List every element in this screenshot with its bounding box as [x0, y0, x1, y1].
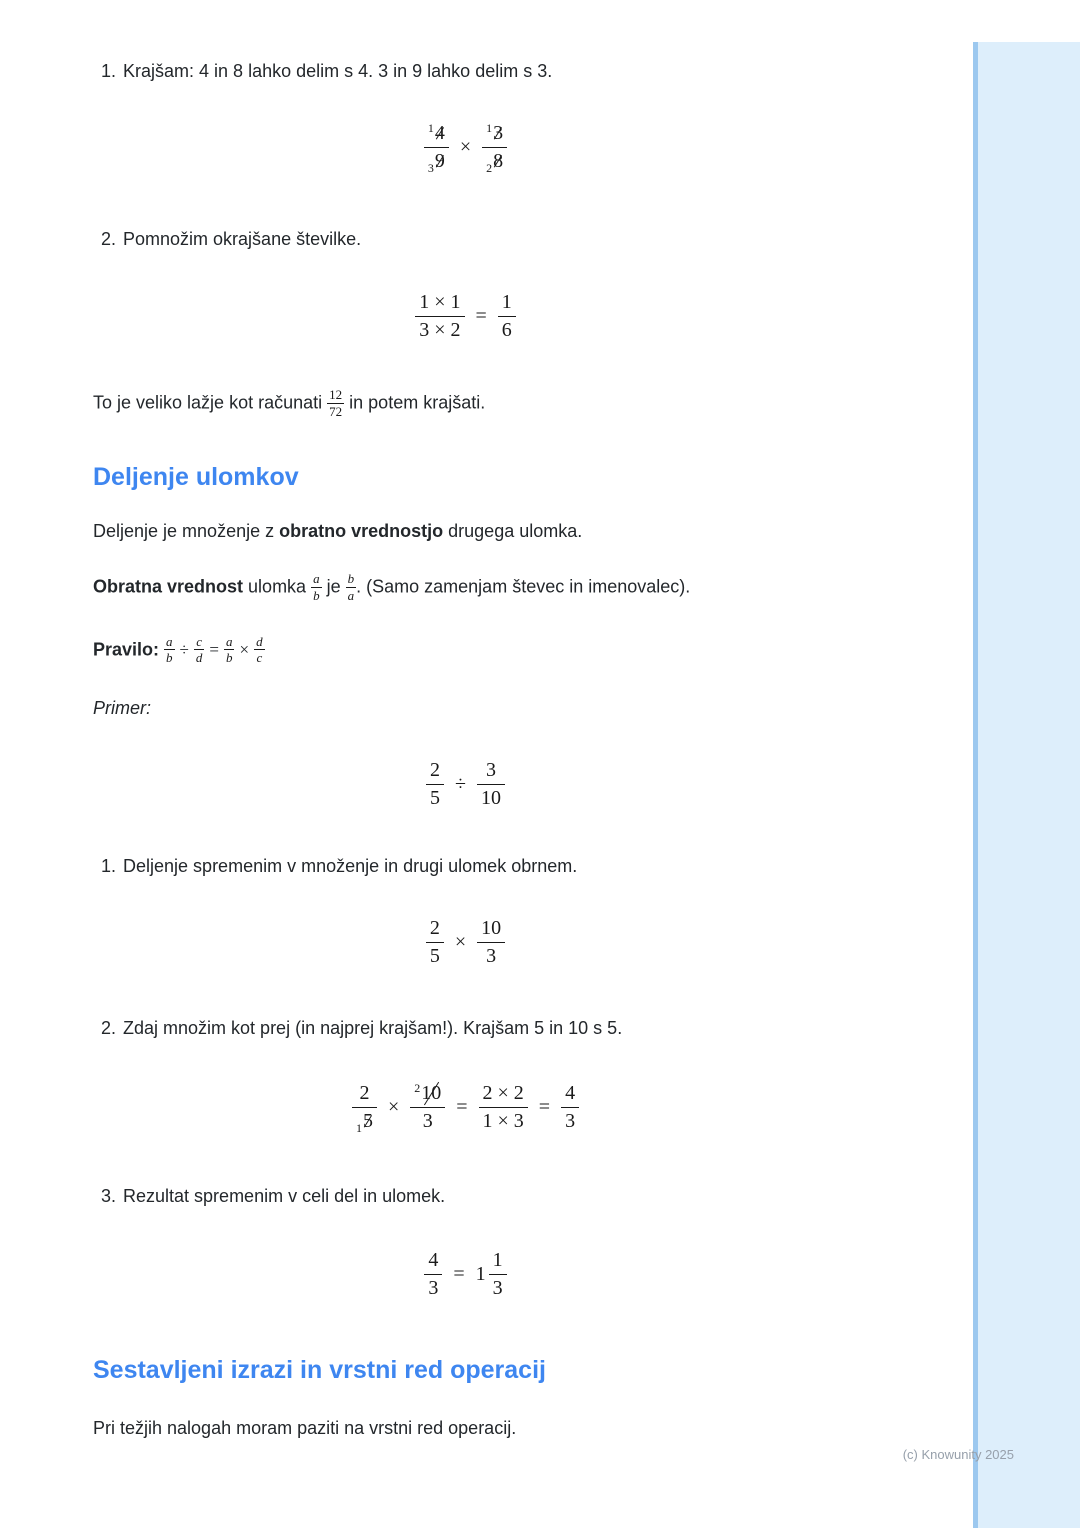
fraction-numerator — [410, 1082, 445, 1107]
text: drugega ulomka. — [448, 521, 583, 542]
fraction-denominator: 6 — [498, 316, 516, 342]
list-item-text: Krajšam: 4 in 8 lahko delim s 4. 3 in 9 lahko delim s 3. — [123, 61, 553, 81]
paragraph — [93, 518, 838, 544]
fraction-denominator: d — [195, 650, 203, 666]
cancel-replacement-digit: 1 — [355, 1121, 362, 1136]
cancelled-number: 5 — [362, 1110, 373, 1133]
multiply-operator: × — [459, 135, 472, 158]
divide-operator: ÷ — [179, 640, 189, 660]
list-item-text: Pomnožim okrajšane številke. — [123, 229, 362, 249]
fraction-numerator: b — [347, 571, 355, 587]
fraction-numerator: 1 — [501, 290, 512, 313]
fraction-numerator: 1 × 1 — [419, 290, 461, 313]
fraction-denominator: c — [254, 649, 265, 665]
fraction-numerator: 4 — [565, 1082, 576, 1105]
inline-fraction — [327, 388, 344, 418]
fraction — [561, 1082, 579, 1133]
inline-fraction — [346, 572, 357, 602]
fraction-numerator: a — [225, 633, 233, 649]
inline-fraction — [254, 635, 265, 665]
formula-division — [93, 757, 838, 813]
primer-label: Primer: — [93, 697, 151, 718]
inline-fraction — [311, 572, 322, 602]
fraction — [482, 122, 507, 173]
fraction-numerator: 4 — [428, 1249, 439, 1272]
list-item-number: 2. — [101, 229, 117, 249]
list-item-number: 3. — [101, 1185, 117, 1206]
list-item-number: 1. — [101, 61, 117, 81]
fraction-numerator — [482, 122, 507, 147]
formula-flip-multiply — [93, 915, 838, 971]
equals-sign: = — [453, 1263, 465, 1286]
formula-cancel-multiply — [93, 110, 838, 184]
fraction-numerator: 3 — [485, 759, 496, 782]
fraction — [477, 759, 505, 810]
fraction — [352, 1082, 377, 1136]
cancelled-number: 8 — [493, 149, 504, 172]
rule-label: Pravilo: — [93, 639, 160, 660]
list-item — [93, 853, 838, 879]
list-item-text: Rezultat spremenim v celi del in ulomek. — [123, 1185, 446, 1206]
list-item-number: 1. — [101, 855, 117, 876]
fraction — [424, 1249, 442, 1300]
fraction — [424, 122, 449, 173]
whole-number: 1 — [475, 1263, 486, 1286]
fraction-denominator: 3 — [477, 942, 505, 968]
cancelled-number: 4 — [434, 121, 445, 144]
fraction — [489, 1249, 507, 1300]
inline-fraction — [194, 635, 205, 665]
fraction — [426, 759, 444, 810]
note-text-after: in potem krajšati. — [349, 392, 486, 413]
fraction-numerator: 1 — [492, 1249, 503, 1272]
fraction-denominator: 3 — [489, 1274, 507, 1300]
text: Deljenje je množenje z — [93, 521, 275, 542]
fraction — [498, 291, 516, 342]
bold-text: Obratna vrednost — [93, 576, 244, 597]
fraction-numerator: 2 × 2 — [482, 1082, 524, 1105]
fraction — [426, 917, 444, 968]
section-heading-sestavljeni: Sestavljeni izrazi in vrstni red operacij — [93, 1355, 546, 1384]
equals-sign: = — [209, 640, 219, 660]
cancel-replacement-digit: 1 — [427, 120, 434, 135]
list-item-text: Deljenje spremenim v množenje in drugi ulomek obrnem. — [123, 855, 578, 876]
fraction-denominator — [482, 147, 507, 173]
inline-fraction — [164, 635, 175, 665]
rule-paragraph — [93, 635, 838, 665]
note-paragraph — [93, 388, 838, 418]
list-item — [93, 1015, 838, 1041]
cancelled-number: 10 — [421, 1082, 442, 1105]
equals-sign: = — [475, 304, 487, 327]
multiply-operator: × — [387, 1096, 400, 1119]
fraction-denominator: 3 — [561, 1107, 579, 1133]
fraction-denominator — [352, 1107, 377, 1136]
fraction-numerator: a — [313, 571, 320, 587]
paragraph: Pri težjih nalogah moram paziti na vrstni red operacij. — [93, 1417, 517, 1438]
multiply-operator: × — [454, 931, 467, 954]
fraction-numerator: 12 — [329, 387, 343, 402]
list-item-text: Zdaj množim kot prej (in najprej krajšam!). Krajšam 5 in 10 s 5. — [123, 1017, 623, 1038]
cancelled-number: 3 — [493, 121, 504, 144]
fraction-denominator: 10 — [477, 784, 505, 810]
cancel-replacement-digit: 2 — [486, 160, 493, 175]
bold-text: obratno vrednostjo — [279, 521, 444, 542]
formula-mixed-number — [93, 1247, 838, 1303]
fraction-numerator: 2 — [430, 759, 440, 782]
fraction — [479, 1082, 528, 1133]
fraction-denominator: b — [225, 650, 233, 666]
list-item — [93, 58, 838, 84]
cancel-replacement-digit: 1 — [486, 120, 493, 135]
text: . (Samo zamenjam števec in imenovalec). — [356, 576, 691, 597]
fraction — [415, 291, 464, 342]
list-item-number: 2. — [101, 1017, 117, 1038]
text: je — [326, 576, 341, 597]
cancelled-number: 9 — [434, 149, 445, 172]
equals-sign: = — [538, 1096, 551, 1119]
fraction-numerator: a — [166, 633, 173, 649]
fraction-numerator: c — [196, 633, 203, 649]
copyright-footer: (c) Knowunity 2025 — [902, 1447, 1014, 1462]
fraction — [410, 1082, 445, 1133]
fraction-denominator: 5 — [426, 942, 444, 968]
fraction-denominator: 72 — [329, 403, 343, 419]
inline-fraction — [224, 635, 235, 665]
mixed-number — [476, 1249, 507, 1300]
fraction-denominator: a — [347, 587, 355, 603]
fraction-numerator: 2 — [429, 917, 440, 940]
fraction-numerator — [424, 122, 449, 147]
cancel-replacement-digit: 2 — [414, 1081, 421, 1096]
cancel-replacement-digit: 3 — [427, 160, 434, 175]
fraction-denominator: 3 × 2 — [415, 316, 464, 342]
fraction-denominator — [424, 147, 449, 173]
section-heading-deljenje: Deljenje ulomkov — [93, 463, 299, 492]
list-item — [93, 226, 838, 252]
fraction-numerator: 2 — [359, 1082, 370, 1105]
fraction-denominator: 1 × 3 — [479, 1107, 528, 1133]
rule-math — [164, 633, 265, 666]
fraction-denominator: b — [313, 587, 320, 603]
right-margin-stripe — [973, 42, 1080, 1528]
multiply-operator: × — [239, 640, 250, 660]
fraction — [477, 917, 505, 968]
text: ulomka — [248, 576, 307, 597]
page-content — [93, 58, 838, 1459]
paragraph — [93, 572, 838, 602]
divide-operator: ÷ — [455, 773, 466, 796]
list-item — [93, 1183, 838, 1209]
note-text-before: To je veliko lažje kot računati — [93, 392, 323, 413]
equals-sign: = — [456, 1096, 468, 1119]
fraction-numerator: 10 — [481, 917, 502, 940]
fraction-denominator: 3 — [424, 1274, 442, 1300]
formula-simplify — [93, 1075, 838, 1141]
formula-multiplied — [93, 288, 838, 344]
fraction-numerator: d — [256, 633, 263, 649]
fraction-denominator: 5 — [426, 784, 444, 810]
fraction-denominator: b — [166, 650, 173, 666]
fraction-denominator: 3 — [410, 1107, 445, 1133]
